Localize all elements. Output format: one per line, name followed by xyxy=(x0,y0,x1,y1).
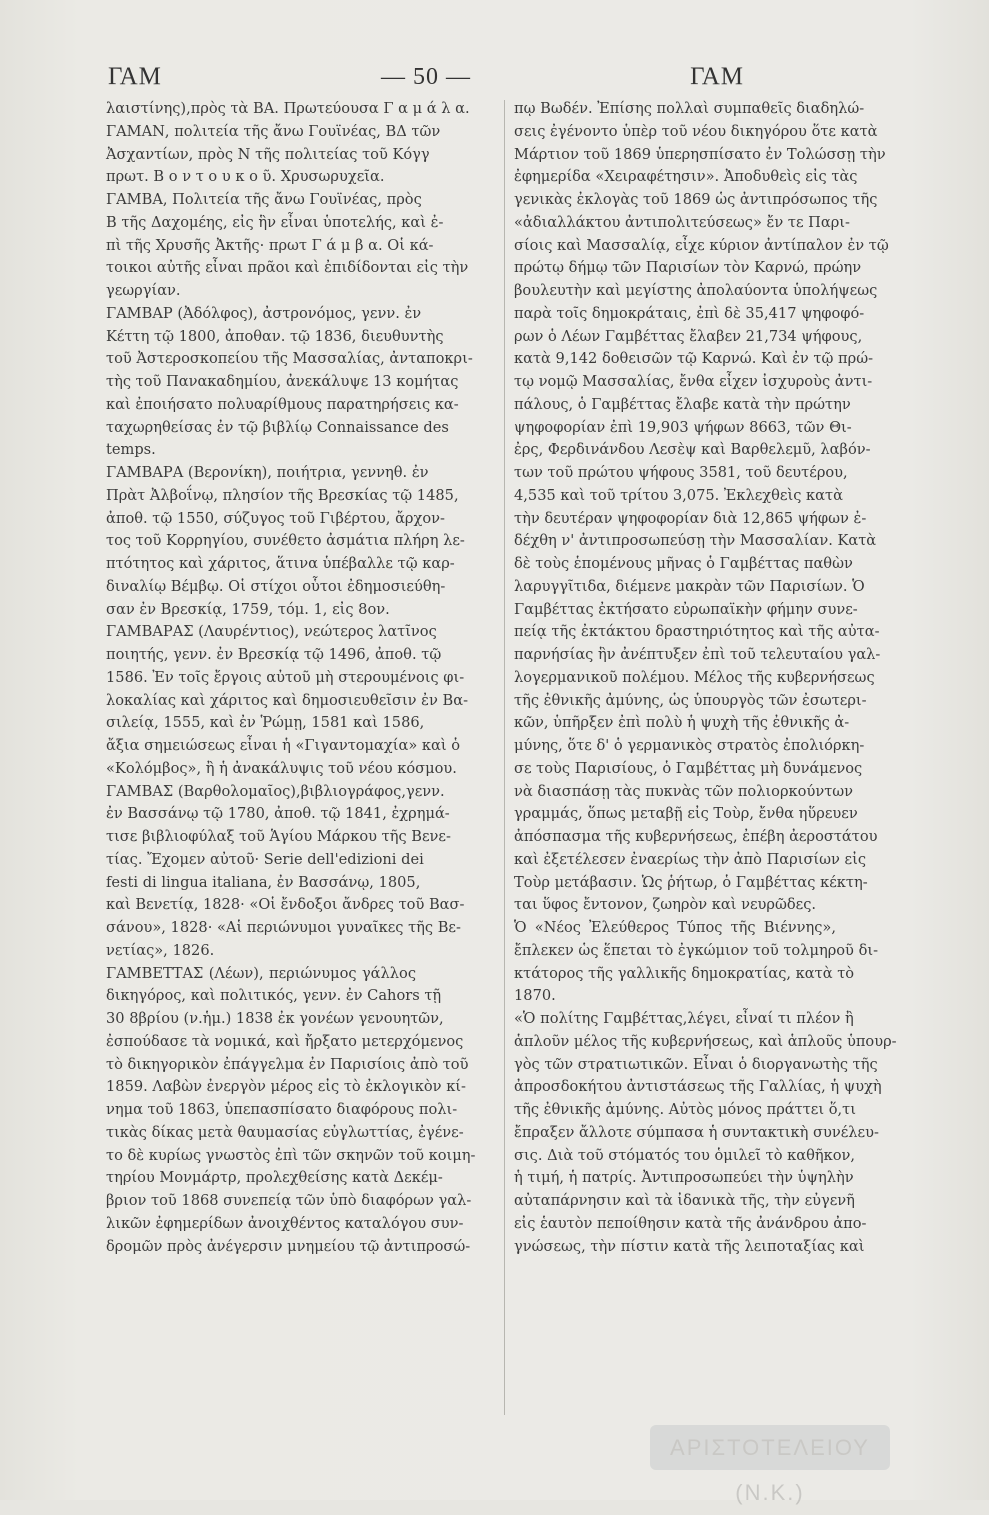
text-line: δὲ τοὺς ἑπομένους μῆνας ὁ Γαμβέττας παθὼν xyxy=(514,555,853,572)
text-line: ἔπλεκεν ὡς ἕπεται τὸ ἐγκώμιον τοῦ τολμηροῦ δι- xyxy=(514,941,879,959)
text-line: ἐν Βασσάνῳ τῷ 1780, ἀποθ. τῷ 1841, ἐχρημά- xyxy=(106,805,450,823)
text-line: ἐσπούδασε τὰ νομικά, καὶ ἤρξατο μετερχόμενος xyxy=(106,1032,464,1050)
text-line: πτότητος καὶ χάριτος, ἅτινα ὑπέβαλλε τῷ καρ- xyxy=(106,555,455,572)
text-line: ψηφοφορίαν ἐπὶ 19,903 ψήφων 8663, τῶν Θι- xyxy=(514,418,852,436)
text-line: ΓΑΜΒΕΤΤΑΣ (Λέων), περιώνυμος γάλλος xyxy=(106,964,416,982)
text-line: αὐταπάρνησιν καὶ τὰ ἰδανικὰ τῆς, τὴν εὐγενῆ xyxy=(514,1192,855,1209)
text-line: πάλους, ὁ Γαμβέττας ἔλαβε κατὰ τὴν πρώτην xyxy=(514,395,851,413)
text-line: πὶ τῆς Χρυσῆς Ἀκτῆς· πρωτ Γ ά μ β α. Οἱ κά- xyxy=(106,236,434,254)
text-line: νετίας», 1826. xyxy=(106,941,215,959)
text-line: λογερμανικοῦ πολέμου. Μέλος τῆς κυβερνήσεως xyxy=(514,668,875,686)
text-line: πρώτῳ δήμῳ τῶν Παρισίων τὸν Καρνώ, πρώην xyxy=(514,259,862,277)
text-line: ΓΑΜΒΑΡΑ (Βερονίκη), ποιήτρια, γεννηθ. ἐν xyxy=(106,464,429,481)
text-line: τῳ νομῷ Μασσαλίας, ἔνθα εἶχεν ἰσχυροὺς ἀντι- xyxy=(514,373,873,390)
text-line: ποιητής, γενν. ἐν Βρεσκίᾳ τῷ 1496, ἀποθ. τῷ xyxy=(106,646,442,663)
text-line: τηρίου Μονμάρτρ, προλεχθείσης κατὰ Δεκέμ- xyxy=(106,1169,443,1187)
text-line: «Κολόμβος», ἢ ἡ ἀνακάλυψις τοῦ νέου κόσμου. xyxy=(106,759,457,777)
text-line: δέχθη ν' ἀντιπροσωπεύσῃ τὴν Μασσαλίαν. Κατὰ xyxy=(514,532,877,550)
text-line: 1586. Ἐν τοῖς ἔργοις αὐτοῦ μὴ στερουμένοις φι- xyxy=(106,668,465,686)
text-line: ΓΑΜΒΑΡΑΣ (Λαυρέντιος), νεώτερος λατῖνος xyxy=(106,623,437,641)
text-line: λοκαλίας καὶ χάριτος καὶ δημοσιευθεῖσιν ἐν Βα- xyxy=(106,691,469,709)
text-line: το δὲ κυρίως γνωστὸς ἐπὶ τῶν σκηνῶν τοῦ κοιμη- xyxy=(106,1146,476,1164)
right-column xyxy=(514,98,897,1258)
text-line: λικῶν ἐφημερίδων ἀνοιχθέντος καταλόγου συν- xyxy=(106,1214,464,1232)
text-line: μύνης, ὅτε δ' ὁ γερμανικὸς στρατὸς ἐπολιόρκη- xyxy=(514,737,865,754)
text-line: festi di lingua italiana, ἐν Βασσάνῳ, 1805, xyxy=(106,873,421,891)
text-line: τὴν δευτέραν ψηφοφορίαν διὰ 12,865 ψήφων ἐ- xyxy=(514,509,867,527)
text-line: τῆς ἐθνικῆς ἀμύνης. Αὐτὸς μόνος πράττει ὅ,τι xyxy=(514,1101,856,1118)
text-line: ἁπλοῦν μέλος τῆς κυβερνήσεως, καὶ ἁπλοῦς ὑπουρ- xyxy=(514,1032,897,1050)
header-right-word: ΓΑΜ xyxy=(690,63,744,90)
text-line: τοῦ Ἀστεροσκοπείου τῆς Μασσαλίας, ἀνταποκρι- xyxy=(106,350,473,368)
page-number: — 50 — xyxy=(381,63,471,90)
text-line: ἀπόσπασμα τῆς κυβερνήσεως, ἐπέβη ἀεροστάτου xyxy=(514,828,878,845)
text-line: τὴς τοῦ Πανακαδημίου, ἀνεκάλυψε 13 κομήτας xyxy=(106,373,459,390)
text-line: σεις ἐγένοντο ὑπὲρ τοῦ νέου δικηγόρου ὅτε κατὰ xyxy=(514,122,878,140)
text-line: Κέττη τῷ 1800, ἀποθαν. τῷ 1836, διευθυντὴς xyxy=(106,327,444,345)
text-line: Τοὺρ μετάβασιν. Ὡς ῥήτωρ, ὁ Γαμβέττας κέκτη- xyxy=(514,873,868,891)
text-line: «ἀδιαλλάκτου ἀντιπολιτεύσεως» ἔν τε Παρι- xyxy=(514,213,850,231)
column-divider xyxy=(504,100,505,1415)
text-line: ἡ τιμή, ἡ πατρίς. Ἀντιπροσωπεύει τὴν ὑψηλὴν xyxy=(514,1169,854,1187)
text-line: νημα τοῦ 1863, ὑπεπασπίσατο διαφόρους πολι- xyxy=(106,1101,458,1118)
text-line: Β τῆς Δαχομέης, εἰς ἣν εἶναι ὑποτελής, καὶ ἐ- xyxy=(106,213,444,231)
text-line: γραμμάς, ὅπως μεταβῇ εἰς Τοὺρ, ἔνθα ηὕρευεν xyxy=(514,805,858,823)
text-line: 4,535 καὶ τοῦ τρίτου 3,075. Ἐκλεχθεὶς κατὰ xyxy=(514,486,843,504)
running-header xyxy=(108,60,744,94)
text-line: παρὰ τοῖς δημοκράταις, ἐπὶ δὲ 35,417 ψηφοφό- xyxy=(514,304,865,322)
text-line: ρων ὁ Λέων Γαμβέττας ἔλαβεν 21,734 ψήφους, xyxy=(514,327,863,345)
text-line: βριον τοῦ 1868 συνεπείᾳ τῶν ὑπὸ διαφόρων γαλ- xyxy=(106,1192,472,1209)
text-line: Πρὰτ Ἀλβοΐνῳ, πλησίον τῆς Βρεσκίας τῷ 1485, xyxy=(106,486,459,504)
text-line: τοικοι αὐτῆς εἶναι πρᾶοι καὶ ἐπιδίδονται εἰς τὴν xyxy=(106,259,469,277)
text-line: ἄξια σημειώσεως εἶναι ἡ «Γιγαντομαχία» καὶ ὁ xyxy=(106,737,461,754)
text-line: παρνήσίας ἣν ἀνέπτυξεν ἐπὶ τοῦ τελευταίου γαλ- xyxy=(514,646,881,663)
text-line: γὸς τῶν στρατιωτικῶν. Εἶναι ὁ διοργανωτὴς τῆς xyxy=(514,1055,878,1073)
text-line: Μάρτιον τοῦ 1869 ὑπερησπίσατο ἐν Τολώσσῃ τὴν xyxy=(514,145,886,163)
text-line: γεωργίαν. xyxy=(106,282,181,299)
text-line: τικὰς δίκας μετὰ θαυμασίας εὐγλωττίας, ἐγένε- xyxy=(106,1123,464,1141)
text-line: ται ὕφος ἔντονον, ζωηρὸν καὶ νευρῶδες. xyxy=(514,896,817,914)
text-line: ἔπραξεν ἄλλοτε σύμπασα ἡ συντακτικὴ συνέλευ- xyxy=(514,1123,879,1141)
text-line: 1859. Λαβὼν ἐνεργὸν μέρος εἰς τὸ ἐκλογικὸν κί- xyxy=(106,1078,466,1096)
text-line: 1870. xyxy=(514,987,556,1005)
text-line: σίοις καὶ Μασσαλίᾳ, εἶχε κύριον ἀντίπαλον ἐν τῷ xyxy=(514,236,889,254)
text-line: Γαμβέττας ἐκτήσατο εὐρωπαϊκὴν φήμην συνε- xyxy=(514,600,858,618)
text-line: δρομῶν πρὸς ἀνέγερσιν μνημείου τῷ ἀντιπροσώ- xyxy=(106,1237,471,1255)
text-line: ΓΑΜΒΑΡ (Ἀδόλφος), ἀστρονόμος, γενν. ἐν xyxy=(106,304,422,322)
text-line: πείᾳ τῆς ἐκτάκτου δραστηριότητος καὶ τῆς αὐτα- xyxy=(514,623,880,641)
text-line: τίας. Ἔχομεν αὐτοῦ· Serie dell'edizioni dei xyxy=(106,850,424,868)
text-line: σαν ἐν Βρεσκίᾳ, 1759, τόμ. 1, εἰς 8ον. xyxy=(106,600,390,618)
text-line: Ὁ «Νέος Ἐλεύθερος Τύπος τῆς Βιέννης», xyxy=(514,919,836,936)
text-line: κατὰ 9,142 δοθεισῶν τῷ Καρνώ. Καὶ ἐν τῷ πρώ- xyxy=(514,350,874,368)
text-line: ταχωρηθείσας ἐν τῷ βιβλίῳ Connaissance des xyxy=(106,418,449,436)
text-line: ΓΑΜΒΑΣ (Βαρθολομαῖος),βιβλιογράφος,γενν. xyxy=(106,782,445,800)
text-line: καὶ Βενετίᾳ, 1828· «Οἱ ἔνδοξοι ἄνδρες τοῦ Βασ- xyxy=(106,896,465,914)
text-line: δικηγόρος, καὶ πολιτικός, γενν. ἐν Cahors τῇ xyxy=(106,987,442,1005)
text-line: τος τοῦ Κορρηγίου, συνέθετο ἀσμάτια πλήρη λε- xyxy=(106,532,465,550)
left-column xyxy=(106,98,476,1258)
text-line: πρωτ. Β ο ν τ ο υ κ ο ῦ. Χρυσωρυχεῖα. xyxy=(106,168,385,186)
text-line: «Ὁ πολίτης Γαμβέττας,λέγει, εἶναί τι πλέον ἢ xyxy=(514,1010,854,1027)
text-line: γενικὰς ἐκλογὰς τοῦ 1869 ὡς ἀντιπρόσωπος τῆς xyxy=(514,191,878,208)
text-line: λαρυγγῖτιδα, διέμενε μακρὰν τῶν Παρισίων. Ὁ xyxy=(514,577,865,595)
text-line: διναλίῳ Βέμβῳ. Οἱ στίχοι οὗτοι ἐδημοσιεύθη- xyxy=(106,577,446,595)
text-line: καὶ ἐποιήσατο πολυαρίθμους παρατηρήσεις κα- xyxy=(106,395,459,413)
text-line: νὰ διασπάσῃ τὰς πυκνὰς τῶν πολιορκούντων xyxy=(514,782,854,800)
library-stamp: ΑΡΙΣΤΟΤΕΛΕΙΟΥ (Ν.Κ.) xyxy=(650,1425,890,1470)
text-line: καὶ ἐξετέλεσεν ἐναερίως τὴν ἀπὸ Παρισίων εἰς xyxy=(514,850,867,868)
text-line: κῶν, ὑπῆρξεν ἐπὶ πολὺ ἡ ψυχὴ τῆς ἐθνικῆς ἀ- xyxy=(514,714,850,732)
text-line: σε τοὺς Παρισίους, ὁ Γαμβέττας μὴ δυνάμενος xyxy=(514,759,863,777)
text-line: σιλείᾳ, 1555, καὶ ἐν Ῥώμῃ, 1581 καὶ 1586, xyxy=(106,714,425,732)
text-line: τισε βιβλιοφύλαξ τοῦ Ἁγίου Μάρκου τῆς Βενε- xyxy=(106,828,451,845)
text-line: ΓΑΜΑΝ, πολιτεία τῆς ἄνω Γουϊνέας, ΒΔ τῶν xyxy=(106,122,441,140)
text-line: σάνου», 1828· «Αἱ περιώνυμοι γυναῖκες τῆς Βε- xyxy=(106,919,461,936)
text-line: γνώσεως, τὴν πίστιν κατὰ τῆς λειποταξίας καὶ xyxy=(514,1237,865,1255)
text-line: ΓΑΜΒΑ, Πολιτεία τῆς ἄνω Γουϊνέας, πρὸς xyxy=(106,191,422,208)
text-line: ἀπροσδοκήτου ἀντιστάσεως τῆς Γαλλίας, ἡ ψυχὴ xyxy=(514,1078,882,1096)
text-line: πῳ Βωδέν. Ἐπίσης πολλαὶ συμπαθεῖς διαδηλώ- xyxy=(514,100,865,117)
text-line: λαιστίνης),πρὸς τὰ ΒΑ. Πρωτεύουσα Γ α μ ά λ α. xyxy=(106,100,470,117)
text-line: βουλευτὴν καὶ μεγίστης ἀπολαύοντα ὑπολήψεως xyxy=(514,282,878,299)
text-line: 30 8βρίου (ν.ἡμ.) 1838 ἐκ γονέων γενουητῶν, xyxy=(106,1010,444,1027)
text-line: τὸ δικηγορικὸν ἐπάγγελμα ἐν Παρισίοις ἀπὸ τοῦ xyxy=(106,1055,469,1073)
text-line: ἐφημερίδα «Χειραφέτησιν». Ἀποδυθεὶς εἰς τὰς xyxy=(514,168,858,186)
text-line: εἰς ἑαυτὸν πεποίθησιν κατὰ τῆς ἀνάνδρου ἀπο- xyxy=(514,1214,867,1232)
text-line: τῆς ἐθνικῆς ἀμύνης, ὡς ὑπουργὸς τῶν ἐσωτερι- xyxy=(514,691,867,709)
text-line: Ἀσχαντίων, πρὸς Ν τῆς πολιτείας τοῦ Κόγγ xyxy=(106,145,430,163)
text-line: σις. Διὰ τοῦ στόματός του ὁμιλεῖ τὸ καθῆκον, xyxy=(514,1146,856,1164)
text-line: κτάτορος τῆς γαλλικῆς δημοκρατίας, κατὰ τὸ xyxy=(514,964,855,982)
header-left-word: ΓΑΜ xyxy=(108,63,162,90)
text-line: ἐρς, Φερδινάνδου Λεσὲψ καὶ Βαρθελεμῦ, λαβόν- xyxy=(514,441,871,459)
text-line: των τοῦ πρώτου ψήφους 3581, τοῦ δευτέρου, xyxy=(514,464,848,481)
text-line: temps. xyxy=(106,441,156,459)
text-line: ἀποθ. τῷ 1550, σύζυγος τοῦ Γιβέρτου, ἄρχον- xyxy=(106,509,445,527)
